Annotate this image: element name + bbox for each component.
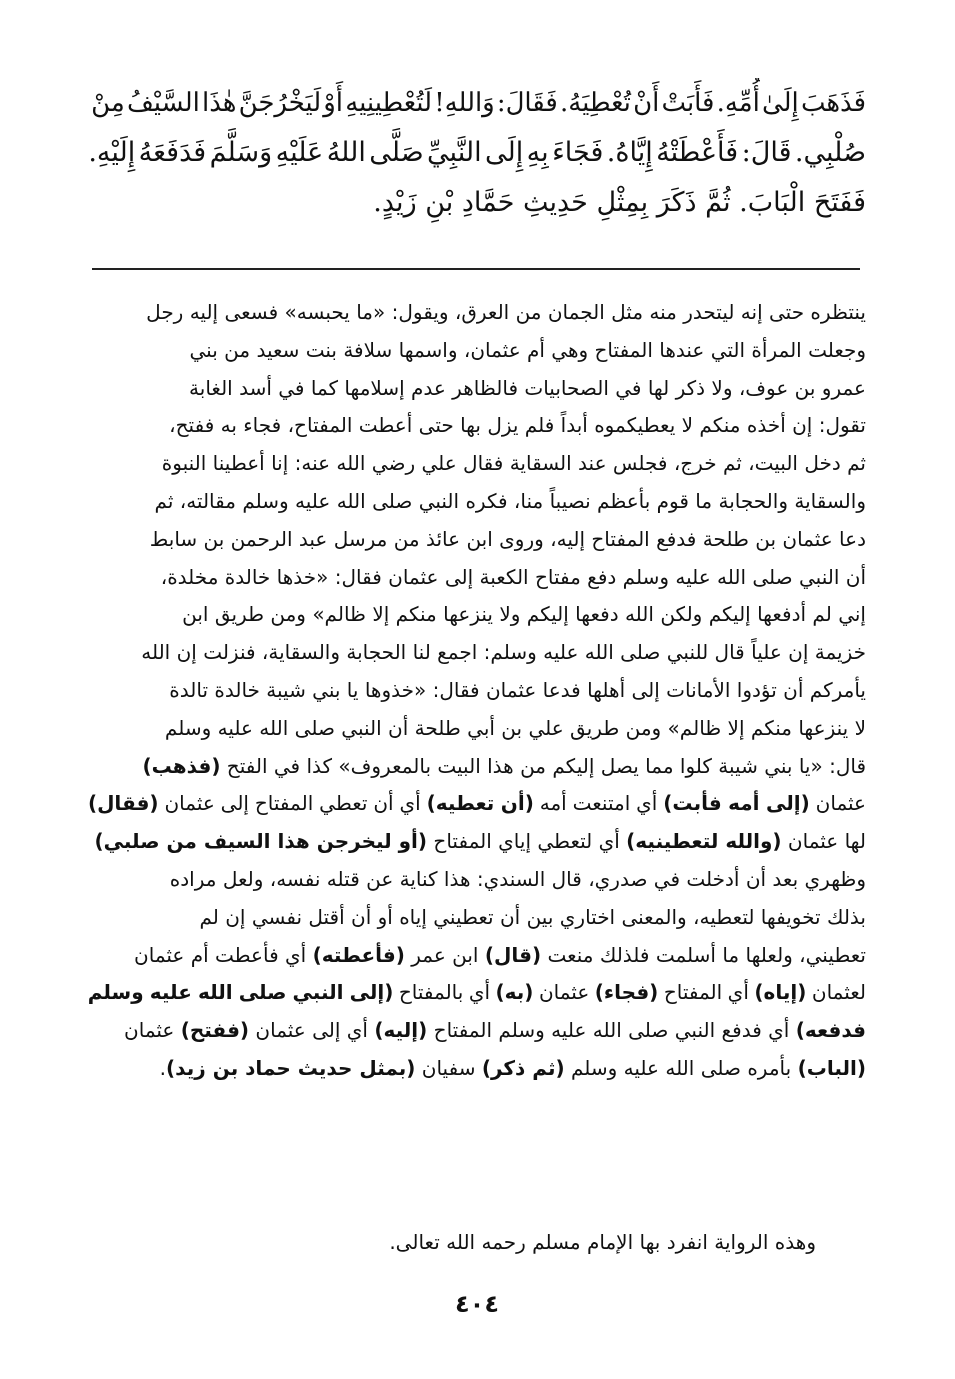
commentary-segment: تعطيني، ولعلها ما أسلمت فلذلك منعت — [541, 942, 866, 967]
commentary-segment: أي إلى عثمان — [249, 1018, 375, 1043]
commentary-segment: عثمان — [809, 791, 866, 816]
quoted-phrase: (بمثل حديث حماد بن زيد) — [166, 1055, 416, 1080]
quoted-phrase: (به) — [495, 980, 534, 1005]
commentary-segment: أي أن تعطي المفتاح إلى عثمان — [158, 791, 427, 816]
quoted-phrase: (فأعطته) — [312, 942, 405, 967]
quoted-phrase: (إليه) — [374, 1018, 428, 1043]
commentary-segment: وجعلت المرأة التي عندها المفتاح وهي أم عثمان، واسمها سلافة بنت سعيد من بني — [189, 337, 866, 362]
commentary-line — [88, 974, 866, 1012]
commentary-line — [88, 672, 866, 710]
commentary-segment: دعا عثمان بن طلحة فدفع المفتاح إليه، وروى ابن عائذ من مرسل عبد الرحمن بن سابط — [149, 526, 866, 551]
commentary-line — [88, 445, 866, 483]
commentary-line — [88, 294, 866, 332]
commentary-line — [88, 1050, 866, 1088]
commentary-line — [88, 634, 866, 672]
commentary-segment: تقول: إن أخذه منكم لا يعطيكموه أبداً فلم يزل بها حتى أعطت المفتاح، فجاء به ففتح، — [169, 413, 866, 438]
commentary-segment: لا ينزعها منكم إلا ظالم» ومن طريق علي بن أبي طلحة أن النبي صلى الله عليه وسلم — [164, 715, 866, 740]
commentary-line — [88, 559, 866, 597]
hadith-line: صُلْبِي. قَالَ: فَأَعْطَتْهُ إِيَّاهُ. فَجَاءَ بِهِ إِلَى النَّبِيِّ صَلَّى اللهُ عَلَيْهِ وَسَلَّمَ فَدَفَعَهُ إِلَيْهِ. — [88, 137, 866, 168]
commentary-segment: أي بالمفتاح — [393, 980, 496, 1005]
commentary-segment: سفيان — [415, 1055, 482, 1080]
hadith-line: فَفَتَحَ الْبَابَ. ثُمَّ ذَكَرَ بِمِثْلِ حَدِيثِ حَمَّادِ بْنِ زَيْدٍ. — [373, 187, 866, 218]
commentary-line — [88, 596, 866, 634]
commentary-line — [88, 370, 866, 408]
commentary-line — [88, 937, 866, 975]
quoted-phrase: (ثم ذكر) — [481, 1055, 565, 1080]
commentary-line — [88, 407, 866, 445]
quoted-phrase: (إلى أمه فأبت) — [663, 791, 810, 816]
commentary-line — [88, 823, 866, 861]
quoted-phrase: (إلى النبي صلى الله عليه وسلم — [88, 980, 394, 1005]
commentary-line — [88, 748, 866, 786]
hadith-text — [88, 78, 866, 228]
commentary-segment: بأمره صلى الله عليه وسلم — [564, 1055, 798, 1080]
quoted-phrase: فدفعه) — [795, 1018, 866, 1043]
commentary-segment: ثم دخل البيت، ثم خرج، فجلس عند السقاية فقال علي رضي الله عنه: إنا أعطينا النبوة — [161, 451, 866, 476]
quoted-phrase: (أن تعطيه) — [426, 791, 534, 816]
commentary-segment: أي فأعطت أم عثمان — [134, 942, 313, 967]
page-number: ٤٠٤ — [455, 1290, 499, 1318]
commentary-text — [88, 294, 866, 1088]
commentary-line — [88, 861, 866, 899]
quoted-phrase: (فجاء) — [594, 980, 659, 1005]
quoted-phrase: (قال) — [484, 942, 542, 967]
commentary-segment: إني لم أدفعها إليكم ولكن الله دفعها إليكم ولا ينزعها منكم إلا ظالم» ومن طريق ابن — [182, 602, 866, 627]
commentary-segment: أي لتعطي إياي المفتاح — [427, 829, 627, 854]
commentary-segment: أن النبي صلى الله عليه وسلم دفع مفتاح الكعبة إلى عثمان فقال: «خذها خالدة مخلدة، — [160, 564, 866, 589]
commentary-line — [88, 785, 866, 823]
commentary-segment: أي امتنعت أمه — [533, 791, 664, 816]
hadith-line: فَذَهَبَ إِلَىٰ أُمِّهِ. فَأَبَتْ أَنْ تُعْطِيَهُ. فَقَالَ: وَاللهِ! لَتُعْطِينِيهِ أَوْ لَيَخْرُجَنَّ هٰذَا السَّيْفُ مِنْ — [91, 88, 866, 118]
commentary-line — [88, 899, 866, 937]
commentary-segment: عثمان — [124, 1018, 181, 1043]
commentary-line — [88, 483, 866, 521]
commentary-segment: عثمان — [533, 980, 595, 1005]
footnote-divider — [92, 268, 860, 270]
quoted-phrase: (أو ليخرجن هذا السيف من صلبي) — [94, 829, 428, 854]
commentary-segment: ينتظره حتى إنه ليتحدر منه مثل الجمان من العرق، ويقول: «ما يحبسه» فسعى إليه رجل — [146, 300, 866, 324]
commentary-segment: بذلك تخويفها لتعطيه، والمعنى اختاري بين أن تعطيني إياه أو أن أقتل نفسي إن لم — [199, 904, 866, 929]
commentary-line — [88, 521, 866, 559]
quoted-phrase: (ففتح) — [180, 1018, 250, 1043]
quoted-phrase: (فقال) — [88, 791, 159, 816]
commentary-segment: . — [159, 1055, 167, 1080]
commentary-segment: لها عثمان — [781, 829, 866, 854]
commentary-segment: وظهري بعد أن أدخلت في صدري، قال السندي: هذا كناية عن قتله نفسه، ولعل مراده — [169, 866, 866, 891]
commentary-segment: لعثمان — [806, 980, 866, 1005]
commentary-segment: أي فدفع النبي صلى الله عليه وسلم المفتاح — [427, 1018, 796, 1043]
commentary-segment: يأمركم أن تؤدوا الأمانات إلى أهلها فدعا عثمان فقال: «خذوها يا بني شيبة خالدة تالدة — [169, 677, 866, 702]
commentary-segment: أي المفتاح — [658, 980, 755, 1005]
commentary-segment: خزيمة إن علياً قال للنبي صلى الله عليه وسلم: اجمع لنا الحجابة والسقاية، فنزلت إن الله — [141, 640, 866, 665]
commentary-segment: عمرو بن عوف، ولا ذكر لها في الصحابيات فالظاهر عدم إسلامها كما في أسد الغابة — [189, 375, 866, 400]
closing-note: وهذه الرواية انفرد بها الإمام مسلم رحمه الله تعالى. — [389, 1230, 816, 1254]
commentary-line — [88, 1012, 866, 1050]
commentary-segment: ابن عمر — [404, 942, 485, 967]
quoted-phrase: (والله لتعطينيه) — [626, 829, 782, 854]
quoted-phrase: (فذهب) — [142, 753, 221, 778]
quoted-phrase: (الباب) — [797, 1055, 866, 1080]
commentary-line — [88, 332, 866, 370]
commentary-segment: قال: «يا بني شيبة كلوا مما يصل إليكم من هذا البيت بالمعروف» كذا في الفتح — [220, 753, 866, 778]
quoted-phrase: (إياه) — [754, 980, 807, 1005]
commentary-segment: والسقاية والحجابة ما قوم بأعظم نصيباً منا، فكره النبي صلى الله عليه وسلم مقالته، ثم — [154, 488, 866, 513]
commentary-line — [88, 710, 866, 748]
